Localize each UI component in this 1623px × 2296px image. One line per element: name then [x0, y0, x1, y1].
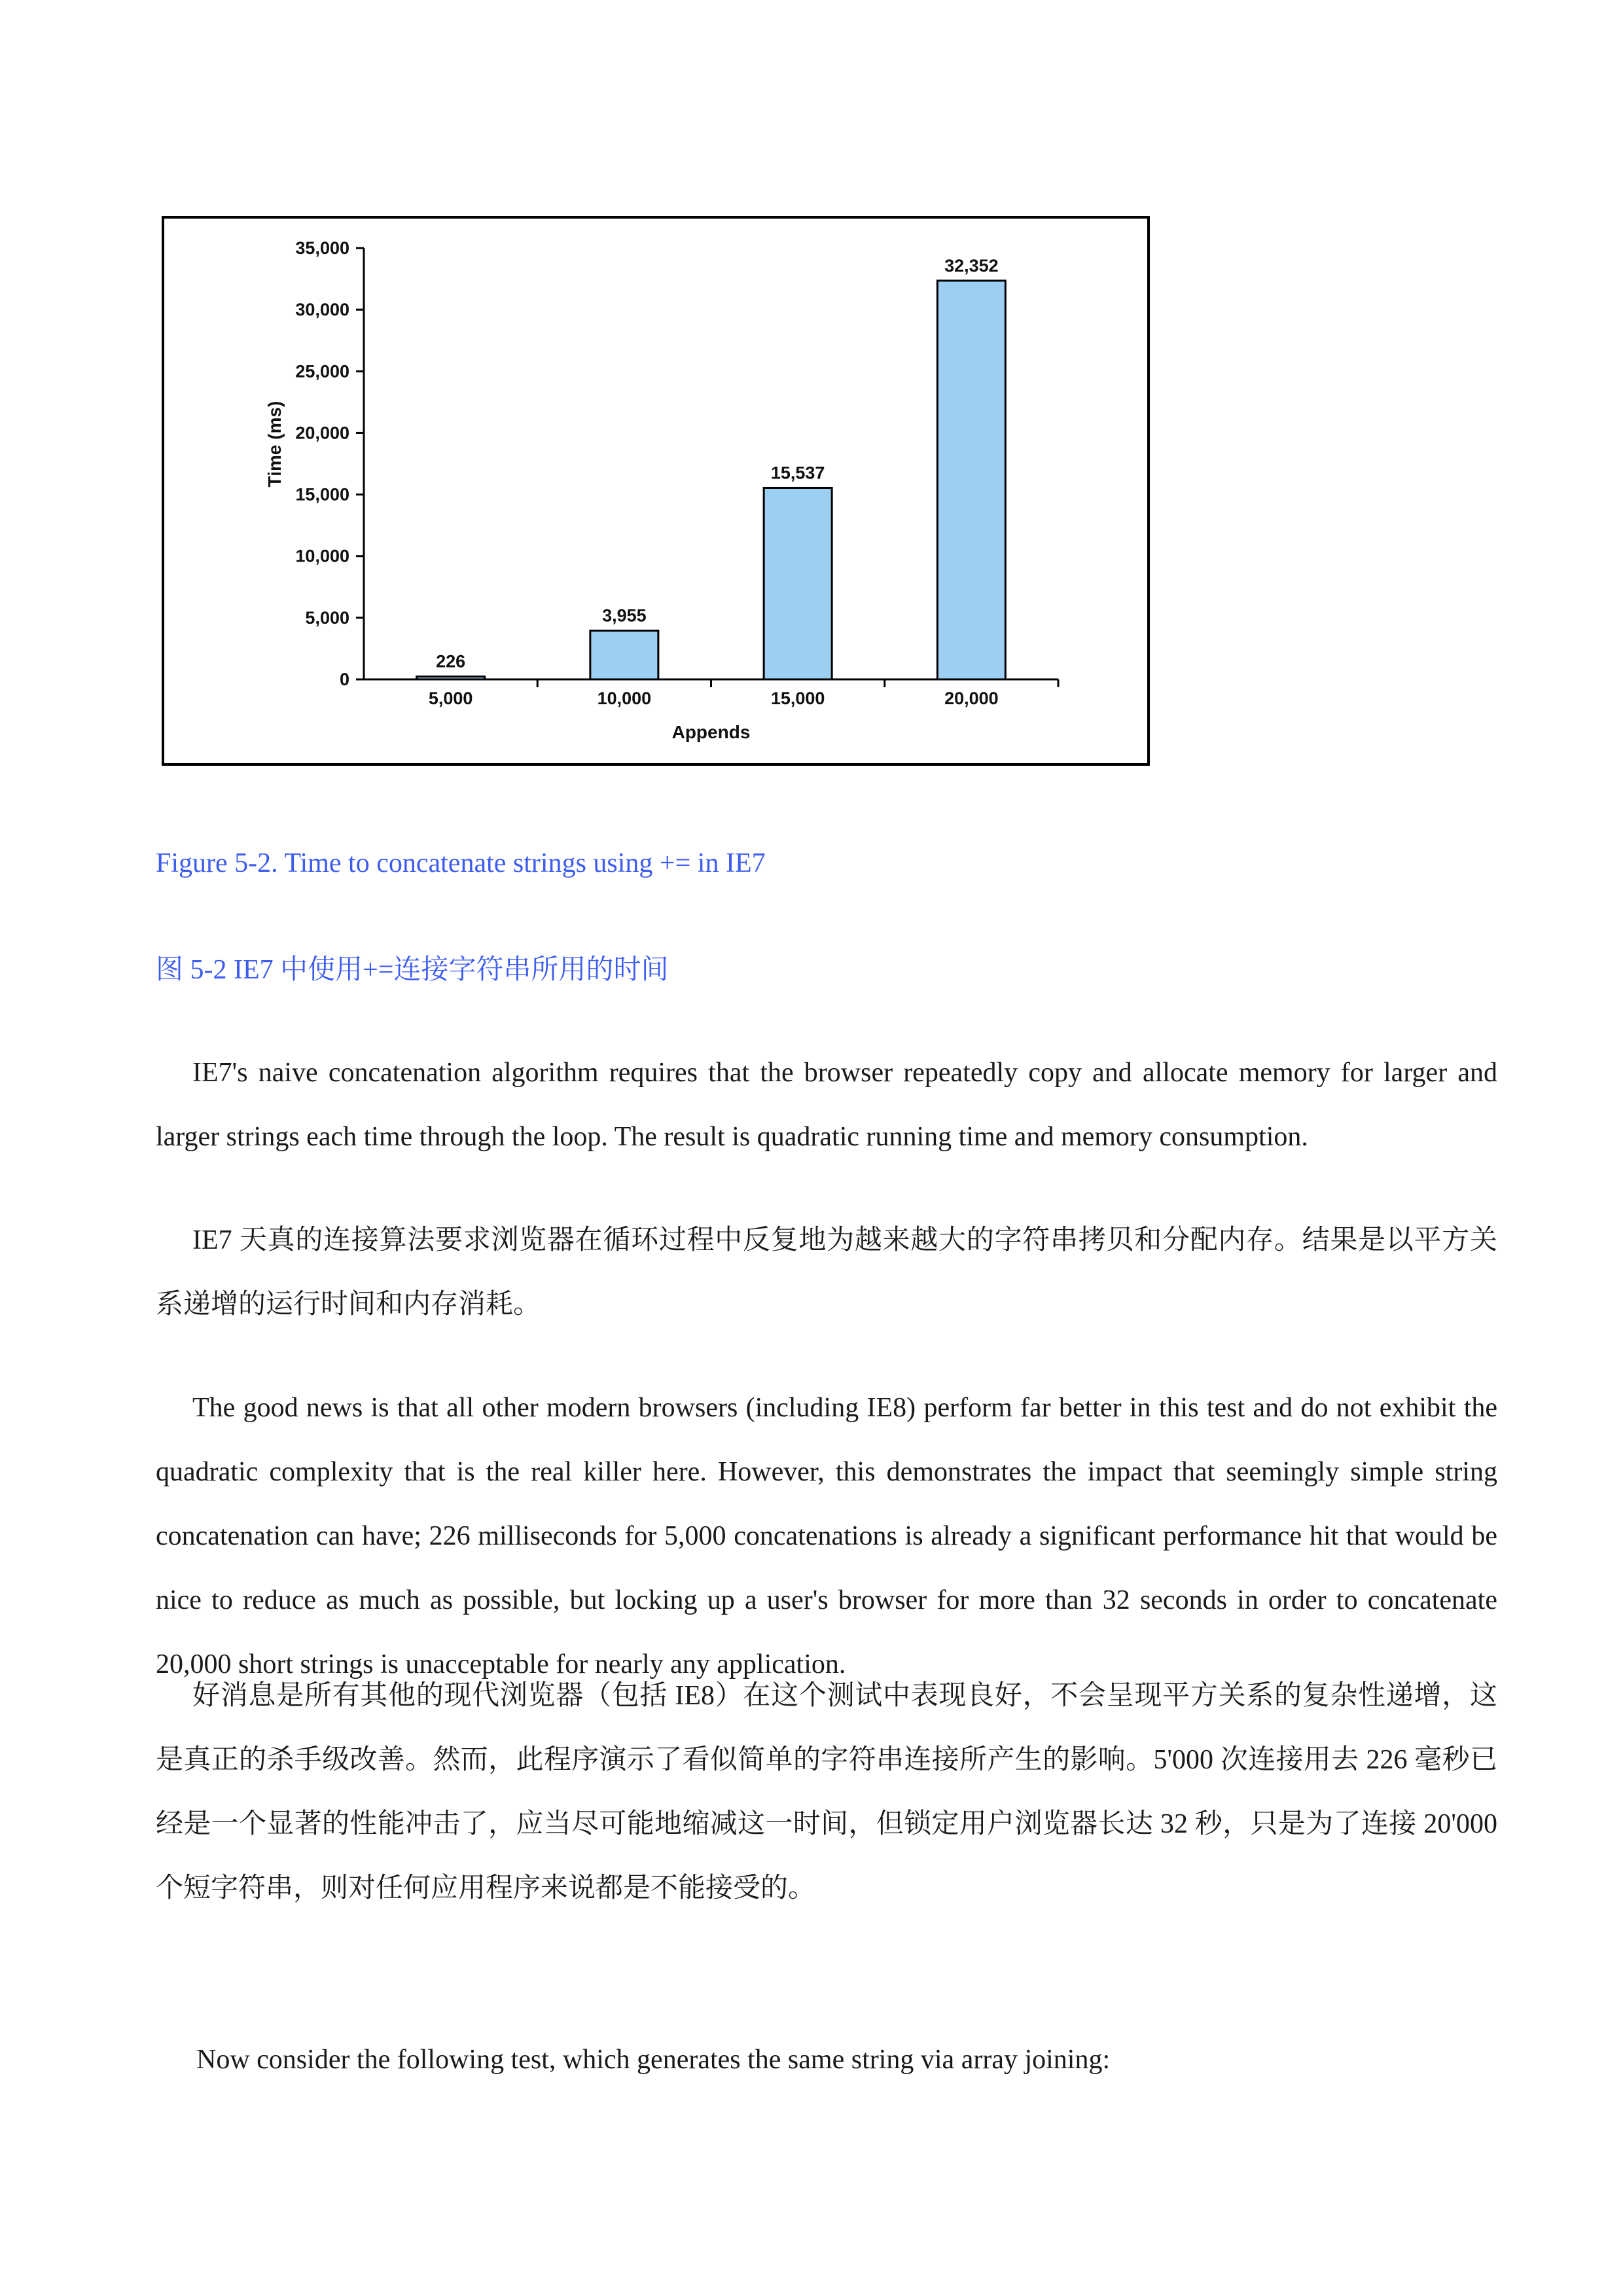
- x-tick-label: 10,000: [597, 689, 652, 708]
- bar-chart: [164, 219, 1147, 763]
- y-tick-label: 35,000: [295, 238, 349, 258]
- y-axis-title: Time (ms): [264, 401, 285, 488]
- paragraph-zh-2: 好消息是所有其他的现代浏览器（包括 IE8）在这个测试中表现良好，不会呈现平方关系的复杂性递增，这是真正的杀手级改善。然而，此程序演示了看似简单的字符串连接所产生的影响。5'000 次连接用去 226 毫秒已经是一个显著的性能冲击了，应当尽可能地缩减这一时间，但锁定用户浏览器长达 32 秒，只是为了连接 20'000 个短字符串，则对任何应用程序来说都是不能接受的。: [156, 1681, 1497, 1903]
- y-tick-label: 15,000: [295, 484, 349, 505]
- figure-caption-english: Figure 5-2. Time to concatenate strings using += in IE7: [156, 848, 766, 878]
- x-axis-title: Appends: [671, 722, 751, 742]
- paragraph-en-3: Now consider the following test, which generates the same string via array joining:: [196, 2045, 1111, 2075]
- bar: [937, 281, 1005, 679]
- paragraph-en-2: The good news is that all other modern browsers (including IE8) perform far better in this test and do not exhibit the quadratic complexity that is the real killer here. However, this demonstrates the impact that seemingly simple string concatenation can have; 226 milliseconds for 5,000 concatenations is already a significant performance hit that would be nice to reduce as much as possible, but locking up a user's browser for more than 32 seconds in order to concatenate 20,000 short strings is unacceptable for nearly any application.: [156, 1393, 1497, 1679]
- x-tick-label: 5,000: [428, 689, 473, 708]
- x-tick-label: 15,000: [770, 689, 825, 708]
- bar: [764, 488, 832, 679]
- y-tick-label: 20,000: [295, 423, 349, 443]
- y-tick-label: 25,000: [295, 361, 349, 382]
- bar-value-label: 32,352: [944, 255, 999, 276]
- paragraph-en-1: IE7's naive concatenation algorithm requires that the browser repeatedly copy and allocate memory for larger and larger strings each time through the loop. The result is quadratic running time and memory consumption.: [156, 1058, 1497, 1152]
- bar: [417, 677, 485, 679]
- y-tick-label: 0: [339, 670, 349, 689]
- figure-caption-chinese: 图 5-2 IE7 中使用+=连接字符串所用的时间: [156, 955, 669, 985]
- y-tick-label: 10,000: [295, 546, 349, 566]
- y-tick-label: 5,000: [305, 607, 349, 628]
- y-tick-label: 30,000: [295, 300, 349, 320]
- bar-value-label: 3,955: [602, 605, 647, 626]
- paragraph-zh-1: IE7 天真的连接算法要求浏览器在循环过程中反复地为越来越大的字符串拷贝和分配内存。结果是以平方关系递增的运行时间和内存消耗。: [156, 1225, 1497, 1319]
- bar-value-label: 15,537: [770, 463, 825, 483]
- x-tick-label: 20,000: [944, 689, 999, 708]
- bar: [590, 631, 658, 679]
- bar-value-label: 226: [436, 651, 466, 672]
- chart-figure: [162, 216, 1150, 766]
